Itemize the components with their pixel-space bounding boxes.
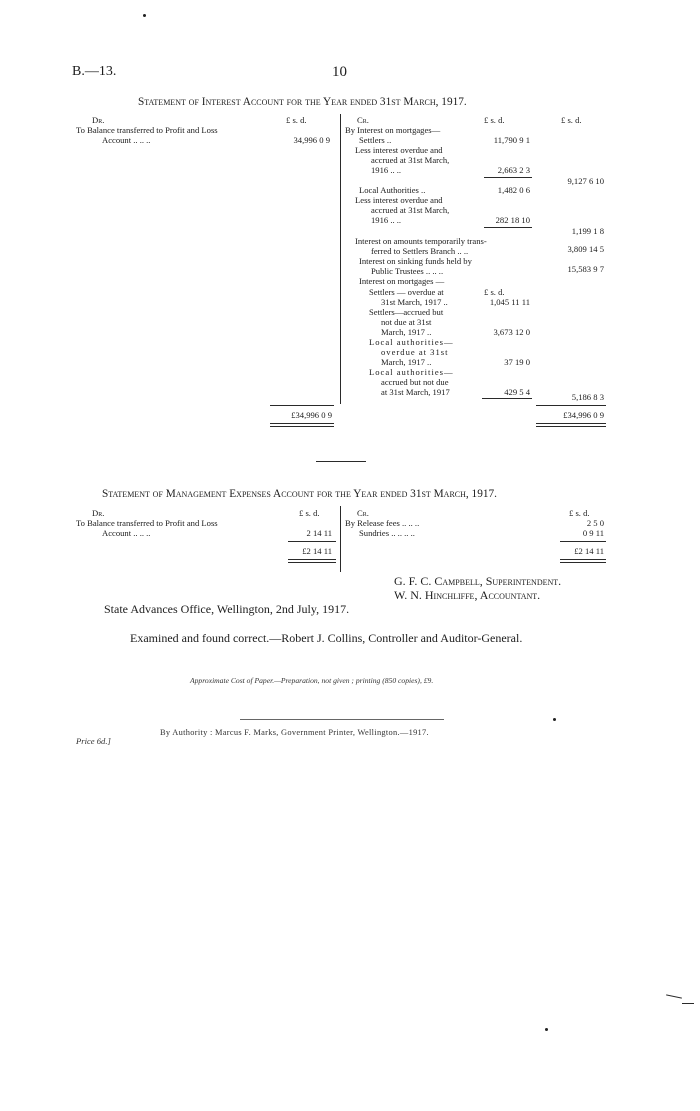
printer-authority: By Authority : Marcus F. Marks, Government Printer, Wellington.—1917. xyxy=(160,728,429,737)
management-title: Statement of Management Expenses Account for the Year ended 31st March, 1917. xyxy=(102,488,497,500)
dr-line-1: To Balance transferred to Profit and Loss xyxy=(76,518,218,528)
cr-line: Interest on sinking funds held by xyxy=(359,256,472,266)
cr-line: Settlers — overdue at xyxy=(369,287,444,297)
cr-line: accrued at 31st March, xyxy=(371,205,450,215)
total-rule xyxy=(560,562,606,563)
dr-currency: £ s. d. xyxy=(286,115,307,125)
cr-line: By Interest on mortgages— xyxy=(345,125,441,135)
subtotal-rule xyxy=(484,177,532,178)
speck xyxy=(553,718,556,721)
cr-line: Interest on amounts temporarily trans- xyxy=(355,236,487,246)
cr-total: £34,996 0 9 xyxy=(563,410,604,420)
total-rule xyxy=(560,541,606,542)
price: Price 6d.] xyxy=(76,736,111,746)
inner-amount: 1,045 11 11 xyxy=(489,297,530,307)
cr-line-2: Sundries .. .. .. .. xyxy=(359,528,415,538)
cr-line: accrued at 31st March, xyxy=(371,155,450,165)
cr-line-1: By Release fees .. .. .. xyxy=(345,518,420,528)
cr-line: 1916 .. .. xyxy=(371,165,402,175)
cr-line: Less interest overdue and xyxy=(355,195,443,205)
cr-line: Local authorities— xyxy=(369,367,454,377)
cr-line: Local Authorities .. xyxy=(359,185,426,195)
cr-line: March, 1917 .. xyxy=(381,357,432,367)
inner-amount: 282 18 10 xyxy=(495,215,530,225)
cr-currency: £ s. d. xyxy=(569,508,590,518)
outer-amount: 15,583 9 7 xyxy=(567,264,604,274)
inner-currency: £ s. d. xyxy=(484,287,505,297)
total-rule xyxy=(288,541,336,542)
cr-amount: 0 9 11 xyxy=(582,528,604,538)
section-divider xyxy=(316,461,366,462)
inner-amount: 37 19 0 xyxy=(504,357,530,367)
audit-statement: Examined and found correct.—Robert J. Collins, Controller and Auditor-General. xyxy=(130,631,523,645)
dr-amount: 2 14 11 xyxy=(306,528,332,538)
cr-heading: Cr. xyxy=(357,115,369,125)
column-divider xyxy=(340,506,341,572)
total-rule xyxy=(288,559,336,560)
total-rule xyxy=(270,405,334,406)
dr-heading: Dr. xyxy=(92,508,105,518)
dr-amount: 34,996 0 9 xyxy=(293,135,330,145)
cr-line: Local authorities— xyxy=(369,337,454,347)
total-rule xyxy=(288,562,336,563)
cr-total: £2 14 11 xyxy=(574,546,604,556)
cr-line: March, 1917 .. xyxy=(381,327,432,337)
outer-amount: 3,809 14 5 xyxy=(567,244,604,254)
dr-total: £2 14 11 xyxy=(302,546,332,556)
dr-line-1: To Balance transferred to Profit and Loss xyxy=(76,125,218,135)
total-rule xyxy=(560,559,606,560)
cr-line: Interest on mortgages — xyxy=(359,276,445,286)
cr-line: ferred to Settlers Branch .. .. xyxy=(371,246,469,256)
total-rule xyxy=(536,426,606,427)
authority-rule xyxy=(240,719,444,720)
document-code: B.—13. xyxy=(72,64,117,79)
inner-amount: 429 5 4 xyxy=(504,387,530,397)
total-rule xyxy=(270,423,334,424)
subtotal-rule xyxy=(482,398,532,399)
signature-superintendent: G. F. C. Campbell, Superintendent. xyxy=(394,574,562,588)
cr-heading: Cr. xyxy=(357,508,369,518)
dr-heading: Dr. xyxy=(92,115,105,125)
outer-amount: 5,186 8 3 xyxy=(571,392,604,402)
inner-amount: 11,790 9 1 xyxy=(493,135,530,145)
total-rule xyxy=(536,405,606,406)
cr-line: 31st March, 1917 .. xyxy=(381,297,448,307)
cr-line: Public Trustees .. .. .. xyxy=(371,266,444,276)
cr-line: Less interest overdue and xyxy=(355,145,443,155)
speck xyxy=(143,14,146,17)
dr-currency: £ s. d. xyxy=(299,508,320,518)
inner-amount: 3,673 12 0 xyxy=(493,327,530,337)
inner-amount: 1,482 0 6 xyxy=(497,185,530,195)
page-number: 10 xyxy=(332,64,347,80)
cr-line: Settlers .. xyxy=(359,135,392,145)
interest-title: Statement of Interest Account for the Year ended 31st March, 1917. xyxy=(138,96,467,108)
cr-currency-outer: £ s. d. xyxy=(561,115,582,125)
dr-line-2: Account .. .. .. xyxy=(102,135,151,145)
total-rule xyxy=(270,426,334,427)
place-date: State Advances Office, Wellington, 2nd July, 1917. xyxy=(104,602,350,616)
speck xyxy=(545,1028,548,1031)
cr-currency-inner: £ s. d. xyxy=(484,115,505,125)
outer-amount: 9,127 6 10 xyxy=(567,176,604,186)
cr-line: not due at 31st xyxy=(381,317,432,327)
outer-amount: 1,199 1 8 xyxy=(571,226,604,236)
margin-mark xyxy=(682,1003,694,1004)
cr-line: Settlers—accrued but xyxy=(369,307,444,317)
inner-amount: 2,663 2 3 xyxy=(497,165,530,175)
cost-note: Approximate Cost of Paper.—Preparation, not given ; printing (850 copies), £9. xyxy=(190,676,434,685)
cr-amount: 2 5 0 xyxy=(586,518,604,528)
dr-total: £34,996 0 9 xyxy=(291,410,332,420)
margin-mark xyxy=(666,994,682,998)
dr-line-2: Account .. .. .. xyxy=(102,528,151,538)
cr-line: at 31st March, 1917 xyxy=(381,387,450,397)
cr-line: overdue at 31st xyxy=(381,347,449,357)
signature-accountant: W. N. Hinchliffe, Accountant. xyxy=(394,588,541,602)
total-rule xyxy=(536,423,606,424)
cr-line: 1916 .. .. xyxy=(371,215,402,225)
cr-line: accrued but not due xyxy=(381,377,449,387)
subtotal-rule xyxy=(484,227,532,228)
column-divider xyxy=(340,114,341,404)
